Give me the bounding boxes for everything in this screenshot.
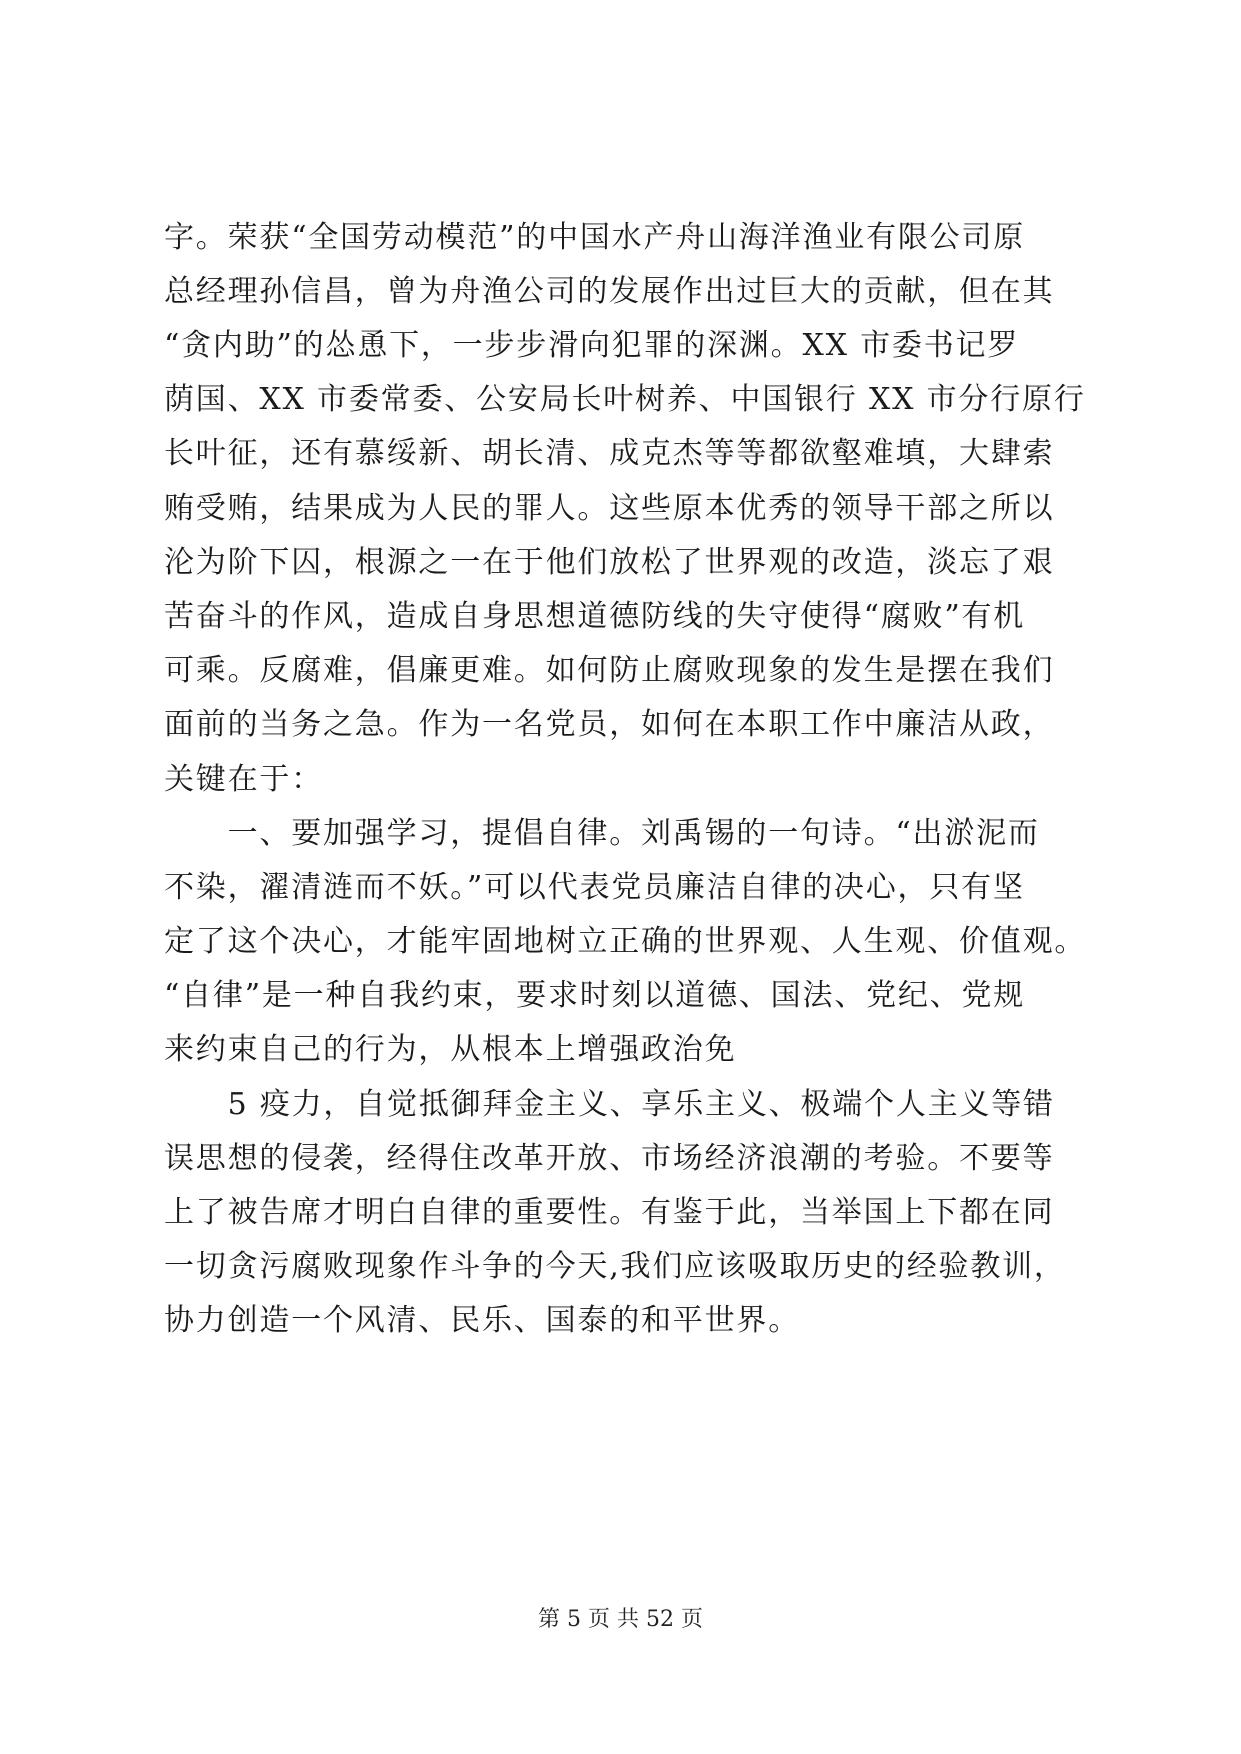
text-line: 总经理孙信昌，曾为舟渔公司的发展作出过巨大的贡献，但在其 — [164, 274, 1055, 309]
text-line: 定了这个决心，才能牢固地树立正确的世界观、人生观、价值观。 — [164, 924, 1087, 959]
text-line: 协力创造一个风清、民乐、国泰的和平世界。 — [164, 1303, 800, 1338]
text-line: 字。荣获“全国劳动模范”的中国水产舟山海洋渔业有限公司原 — [164, 220, 1026, 255]
text-line: 贿受贿，结果成为人民的罪人。这些原本优秀的领导干部之所以 — [164, 491, 1055, 526]
text-line: 沦为阶下囚，根源之一在于他们放松了世界观的改造，淡忘了艰 — [164, 545, 1055, 580]
text-line: 一、要加强学习，提倡自律。刘禹锡的一句诗。“出淤泥而 — [164, 816, 1040, 851]
text-line: 关键在于： — [164, 762, 323, 797]
text-line: “自律”是一种自我约束，要求时刻以道德、国法、党纪、党规 — [164, 978, 1026, 1013]
text-line: 荫国、XX 市委常委、公安局长叶树养、中国银行 XX 市分行原行 — [164, 382, 1086, 417]
text-line: 误思想的侵袭，经得住改革开放、市场经济浪潮的考验。不要等 — [164, 1141, 1055, 1176]
text-line: 上了被告席才明白自律的重要性。有鉴于此，当举国上下都在同 — [164, 1195, 1055, 1230]
page-number-footer: 第 5 页 共 52 页 — [538, 1607, 703, 1632]
text-line: 一切贪污腐败现象作斗争的今天,我们应该吸取历史的经验教训， — [164, 1249, 1066, 1284]
text-line: 面前的当务之急。作为一名党员，如何在本职工作中廉洁从政， — [164, 707, 1055, 742]
text-line: 来约束自己的行为，从根本上增强政治免 — [164, 1032, 737, 1067]
text-line: 不染，濯清涟而不妖。”可以代表党员廉洁自律的决心，只有坚 — [164, 870, 1025, 905]
text-line: “贪内助”的怂恿下，一步步滑向犯罪的深渊。XX 市委书记罗 — [164, 328, 1020, 363]
text-line: 5 疫力，自觉抵御拜金主义、享乐主义、极端个人主义等错 — [164, 1087, 1055, 1122]
text-line: 可乘。反腐难，倡廉更难。如何防止腐败现象的发生是摆在我们 — [164, 653, 1055, 688]
text-line: 苦奋斗的作风，造成自身思想道德防线的失守使得“腐败”有机 — [164, 599, 1026, 634]
text-line: 长叶征，还有慕绥新、胡长清、成克杰等等都欲壑难填，大肆索 — [164, 436, 1055, 471]
